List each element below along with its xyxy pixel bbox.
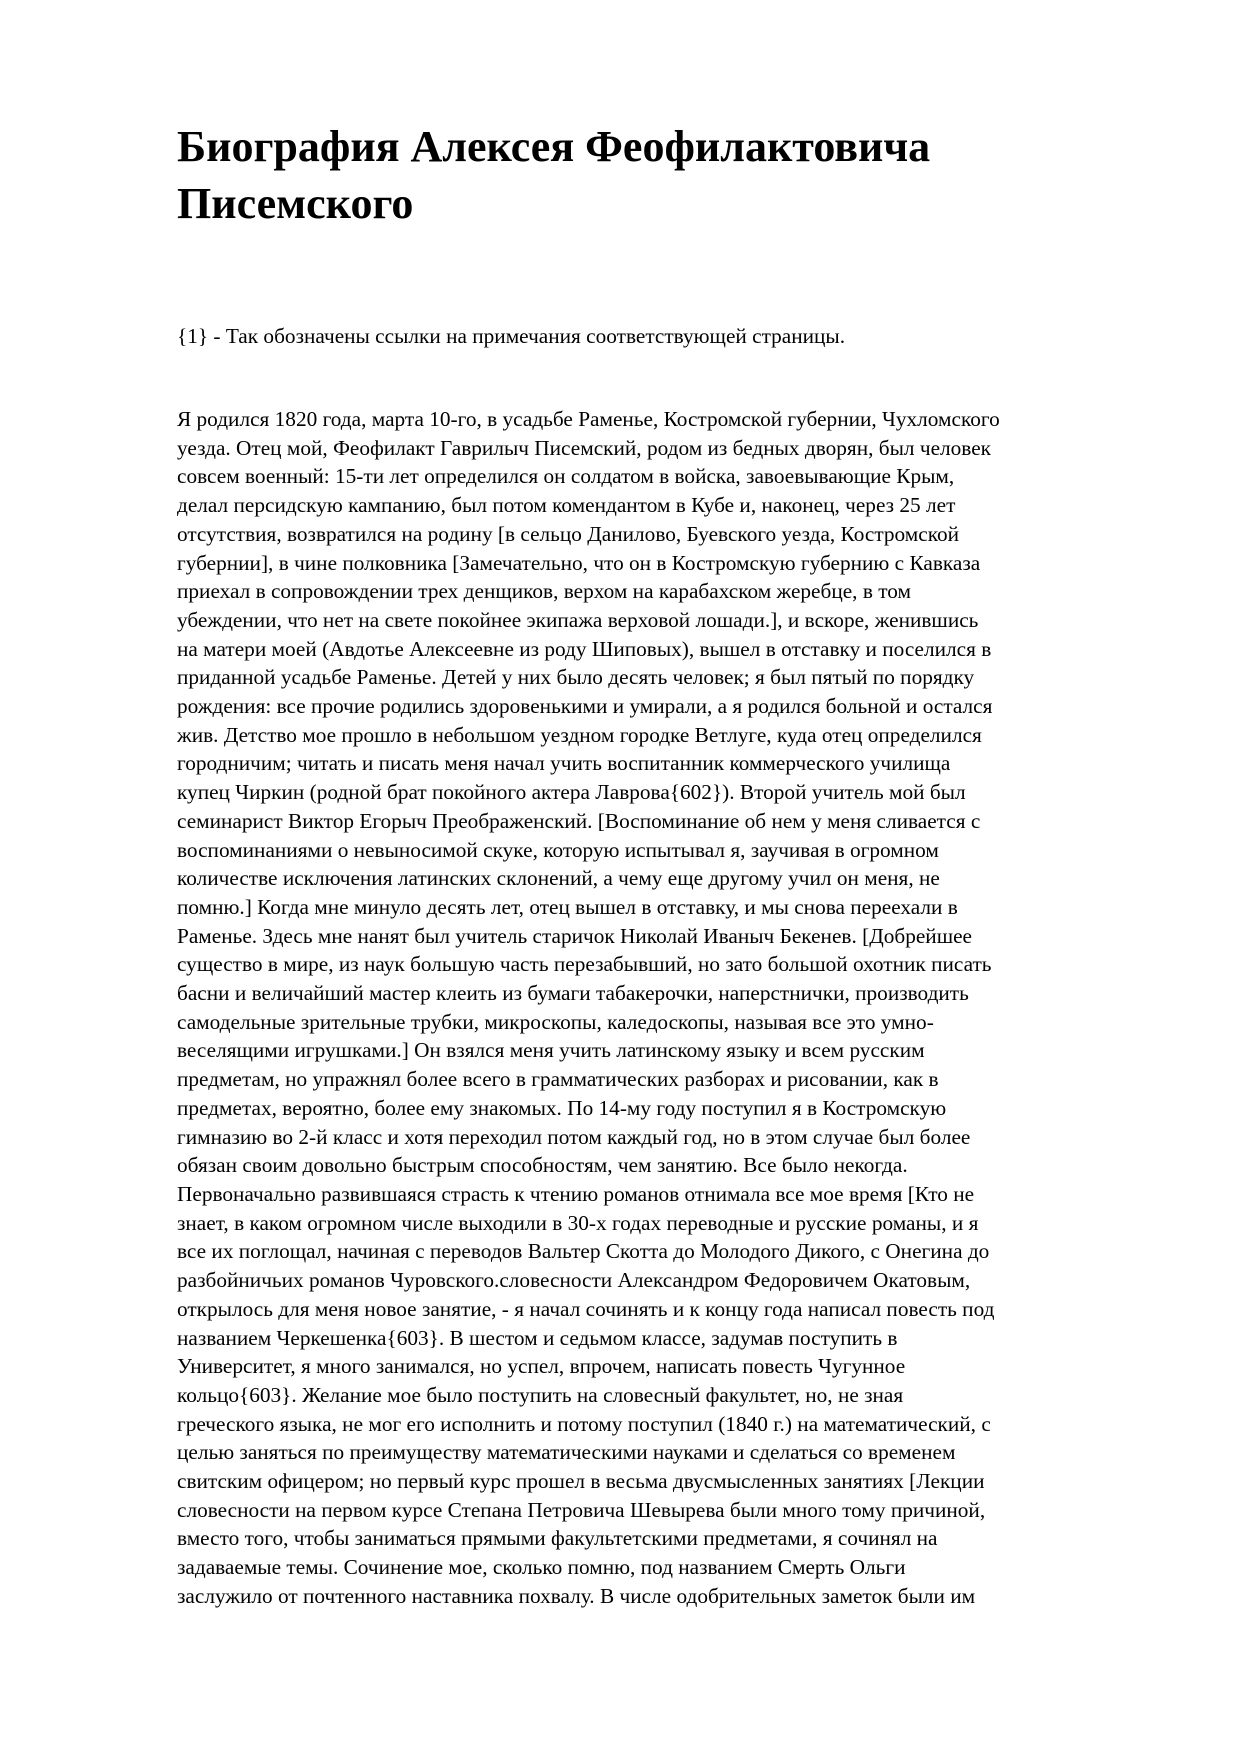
title-line: Биография Алексея Феофилактовича [177,122,931,171]
body-text-line: кольцо{603}. Желание мое было поступить на словесный факультет, но, не зная [177,1382,904,1407]
body-text-line: помню.] Когда мне минуло десять лет, отец вышел в отставку, и мы снова переехали в [177,894,958,919]
title-line: Писемского [177,179,414,228]
body-text-line: гимназию во 2-й класс и хотя переходил потом каждый год, но в этом случае был более [177,1124,971,1149]
body-text-line: совсем военный: 15-ти лет определился он солдатом в войска, завоевывающие Крым, [177,464,955,489]
body-text-line: Я родился 1820 года, марта 10-го, в усадьбе Раменье, Костромской губернии, Чухломского [177,407,1000,431]
body-text-line: знает, в каком огромном числе выходили в 30-х годах переводные и русские романы, и я [177,1210,979,1235]
body-text-line: разбойничьих романов Чуровского.словесности Александром Федоровичем Окатовым, [177,1268,971,1293]
body-text-line: Университет, я много занимался, но успел, впрочем, написать повесть Чугунное [177,1354,906,1379]
body-text-line: самодельные зрительные трубки, микроскопы, каледоскопы, называя все это умно- [177,1009,934,1034]
body-text-line: жив. Детство мое прошло в небольшом уездном городке Ветлуге, куда отец определился [177,722,982,747]
body-text-line: веселящими игрушками.] Он взялся меня учить латинскому языку и всем русским [177,1038,925,1063]
body-text-line: открылось для меня новое занятие, - я начал сочинять и к концу года написал повесть под [177,1296,995,1321]
body-text-line: на матери моей (Авдотье Алексеевне из роду Шиповых), вышел в отставку и поселился в [177,636,992,661]
body-text-line: свитским офицером; но первый курс прошел в весьма двусмысленных занятиях [Лекции [177,1469,985,1494]
body-text-line: семинарист Виктор Егорыч Преображенский. [Воспоминание об нем у меня сливается с [177,808,981,833]
body-text-line: Раменье. Здесь мне нанят был учитель старичок Николай Иваныч Бекенев. [Добрейшее [177,923,973,948]
body-text-line: существо в мире, из наук большую часть перезабывший, но зато большой охотник писать [177,952,992,977]
body-text-line: басни и величайший мастер клеить из бумаги табакерочки, наперстнички, производить [177,981,969,1006]
body-text-line: все их поглощал, начиная с переводов Вальтер Скотта до Молодого Дикого, с Онегина до [177,1239,990,1264]
body-text-line: приданной усадьбе Раменье. Детей у них было десять человек; я был пятый по порядку [177,665,975,690]
body-text-line: убеждении, что нет на свете покойнее экипажа верховой лошади.], и вскоре, женившись [177,607,979,632]
body-text-line: купец Чиркин (родной брат покойного актера Лаврова{602}). Второй учитель мой был [177,780,966,805]
body-text-line: рождения: все прочие родились здоровенькими и умирали, а я родился больной и остался [177,694,993,719]
body-text-line: Первоначально развившаяся страсть к чтению романов отнимала все мое время [Кто не [177,1181,975,1206]
body-text-line: городничим; читать и писать меня начал учить воспитанник коммерческого училища [177,751,951,776]
body-text-line: делал персидскую кампанию, был потом комендантом в Кубе и, наконец, через 25 лет [177,493,956,518]
document-title [177,118,1137,232]
body-text-line: словесности на первом курсе Степана Петровича Шевырева были много тому причиной, [177,1497,986,1522]
biography-text [177,405,1177,1611]
body-text-line: предметах, вероятно, более ему знакомых. По 14-му году поступил я в Костромскую [177,1095,947,1120]
body-text-line: вместо того, чтобы заниматься прямыми факультетскими предметами, я сочинял на [177,1526,938,1551]
body-text-line: греческого языка, не мог его исполнить и потому поступил (1840 г.) на математический, с [177,1411,991,1436]
body-text-line: предметам, но упражнял более всего в грамматических разборах и рисовании, как в [177,1067,939,1092]
body-text-line: задаваемые темы. Сочинение мое, сколько помню, под названием Смерть Ольги [177,1555,906,1580]
body-text-line: губернии], в чине полковника [Замечательно, что он в Костромскую губернию с Кавказа [177,550,981,575]
body-text-line: заслужило от почтенного наставника похвалу. В числе одобрительных заметок были им [177,1583,976,1608]
footnote-note: {1} - Так обозначены ссылки на примечания соответствующей страницы. [177,324,846,348]
body-text-line: уезда. Отец мой, Феофилакт Гаврилыч Писемский, родом из бедных дворян, был человек [177,435,992,460]
body-text-line: воспоминаниями о невыносимой скуке, которую испытывал я, заучивая в огромном [177,837,939,862]
body-text-line: приехал в сопровождении трех денщиков, верхом на карабахском жеребце, в том [177,579,911,604]
body-text-line: количестве исключения латинских склонений, а чему еще другому учил он меня, не [177,866,940,891]
body-text-line: обязан своим довольно быстрым способностям, чем занятию. Все было некогда. [177,1153,908,1178]
body-text-line: целью заняться по преимуществу математическими науками и сделаться со временем [177,1440,956,1465]
body-text-line: отсутствия, возвратился на родину [в сельцо Данилово, Буевского уезда, Костромской [177,521,960,546]
body-text-line: названием Черкешенка{603}. В шестом и седьмом классе, задумав поступить в [177,1325,898,1350]
